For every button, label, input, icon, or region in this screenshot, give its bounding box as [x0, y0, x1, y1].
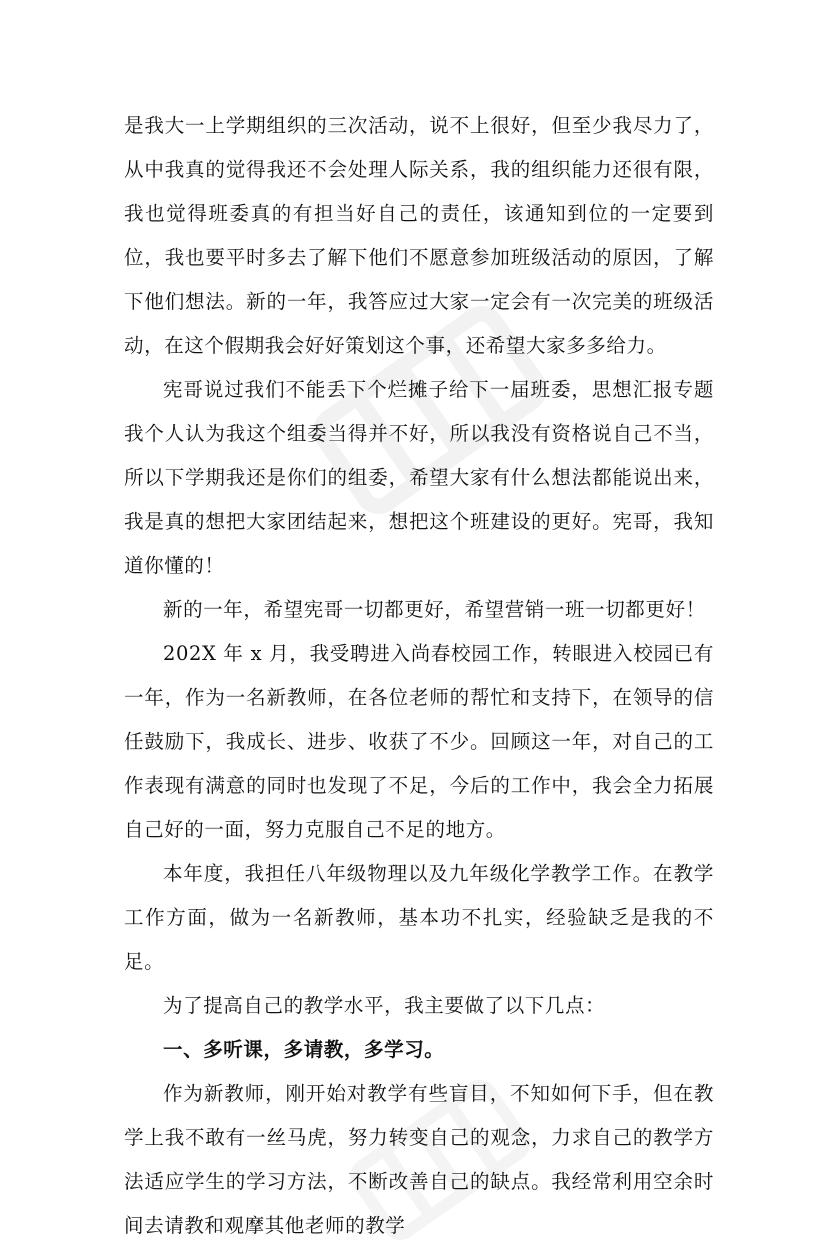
section-heading: 一、多听课，多请教，多学习。 [163, 1038, 445, 1061]
paragraph: 本年度，我担任八年级物理以及九年级化学教学工作。在教学工作方面，做为一名新教师，基本功不扎实，经验缺乏是我的不足。 [124, 862, 714, 973]
paragraph: 为了提高自己的教学水平，我主要做了以下几点： [163, 994, 606, 1017]
paragraph: 202X 年 x 月，我受聘进入尚春校园工作，转眼进入校园已有一年，作为一名新教师，在各位老师的帮忙和支持下，在领导的信任鼓励下，我成长、进步、收获了不少。回顾这一年，对自己的工作表现有满意的同时也发现了不足，今后的工作中，我会全力拓展自己好的一面，努力克服自己不足的地方。 [124, 642, 714, 841]
paragraph: 宪哥说过我们不能丢下个烂摊子给下一届班委，思想汇报专题我个人认为我这个组委当得并不好，所以我没有资格说自己不当，所以下学期我还是你们的组委，希望大家有什么想法都能说出来，我是真的想把大家团结起来，想把这个班建设的更好。宪哥，我知道你懂的！ [124, 378, 714, 577]
document-body [124, 104, 714, 1248]
paragraph-continuation: 是我大一上学期组织的三次活动，说不上很好，但至少我尽力了，从中我真的觉得我还不会处理人际关系，我的组织能力还很有限，我也觉得班委真的有担当好自己的责任，该通知到位的一定要到位，我也要平时多去了解下他们不愿意参加班级活动的原因，了解下他们想法。新的一年，我答应过大家一定会有一次完美的班级活动，在这个假期我会好好策划这个事，还希望大家多多给力。 [124, 114, 714, 357]
paragraph: 新的一年，希望宪哥一切都更好，希望营销一班一切都更好！ [163, 598, 706, 621]
paragraph: 作为新教师，刚开始对教学有些盲目，不知如何下手，但在教学上我不敢有一丝马虎，努力转变自己的观念，力求自己的教学方法适应学生的学习方法，不断改善自己的缺点。我经常利用空余时间去请教和观摩其他老师的教学 [124, 1082, 714, 1237]
